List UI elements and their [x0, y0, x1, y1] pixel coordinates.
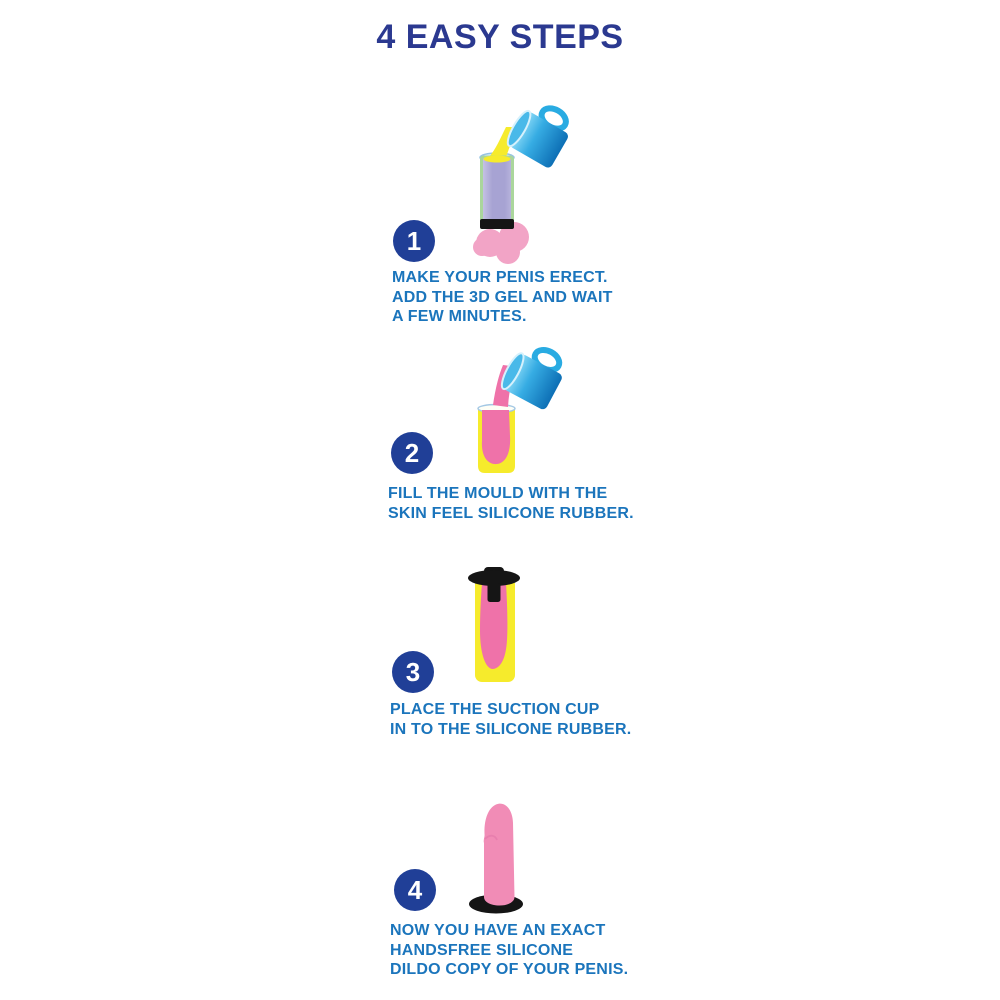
caption-line: HANDSFREE SILICONE	[390, 941, 574, 959]
page-title: 4 EASY STEPS	[376, 18, 624, 56]
jug-pouring-gel-onto-penis-icon	[473, 95, 577, 264]
step-2-number-badge: 2	[391, 432, 433, 474]
caption-line: ADD THE 3D GEL AND WAIT	[392, 288, 613, 306]
caption-line: DILDO COPY OF YOUR PENIS.	[390, 961, 629, 978]
tube-base-ring	[480, 219, 514, 229]
caption-line: A FEW MINUTES.	[392, 308, 527, 325]
silicone-dildo-shape	[484, 804, 515, 906]
caption-line: MAKE YOUR PENIS ERECT.	[392, 269, 608, 286]
measuring-jug-icon	[498, 337, 571, 410]
step-4-number-badge: 4	[394, 869, 436, 911]
silicone-fill	[482, 410, 510, 464]
caption-line: SKIN FEEL SILICONE RUBBER.	[388, 504, 634, 522]
finished-dildo-on-suction-cup-icon	[469, 804, 523, 914]
suction-cup-in-mould-icon	[468, 567, 520, 682]
step-3-caption	[390, 700, 631, 739]
step-1-number-badge: 1	[393, 220, 435, 262]
jug-pouring-silicone-into-mould-icon	[478, 337, 571, 473]
step-2-caption	[388, 484, 634, 523]
measuring-jug-icon	[504, 95, 577, 169]
gel-pool	[484, 156, 511, 163]
caption-line: PLACE THE SUCTION CUP	[390, 701, 600, 718]
caption-line: IN TO THE SILICONE RUBBER.	[390, 720, 632, 738]
step-3-number-badge: 3	[392, 651, 434, 693]
caption-line: NOW YOU HAVE AN EXACT	[390, 922, 606, 939]
mould-tube-over-penis	[482, 157, 513, 223]
step-1-caption	[392, 268, 613, 327]
step-4-caption	[390, 921, 628, 980]
caption-line: FILL THE MOULD WITH THE	[388, 485, 608, 502]
